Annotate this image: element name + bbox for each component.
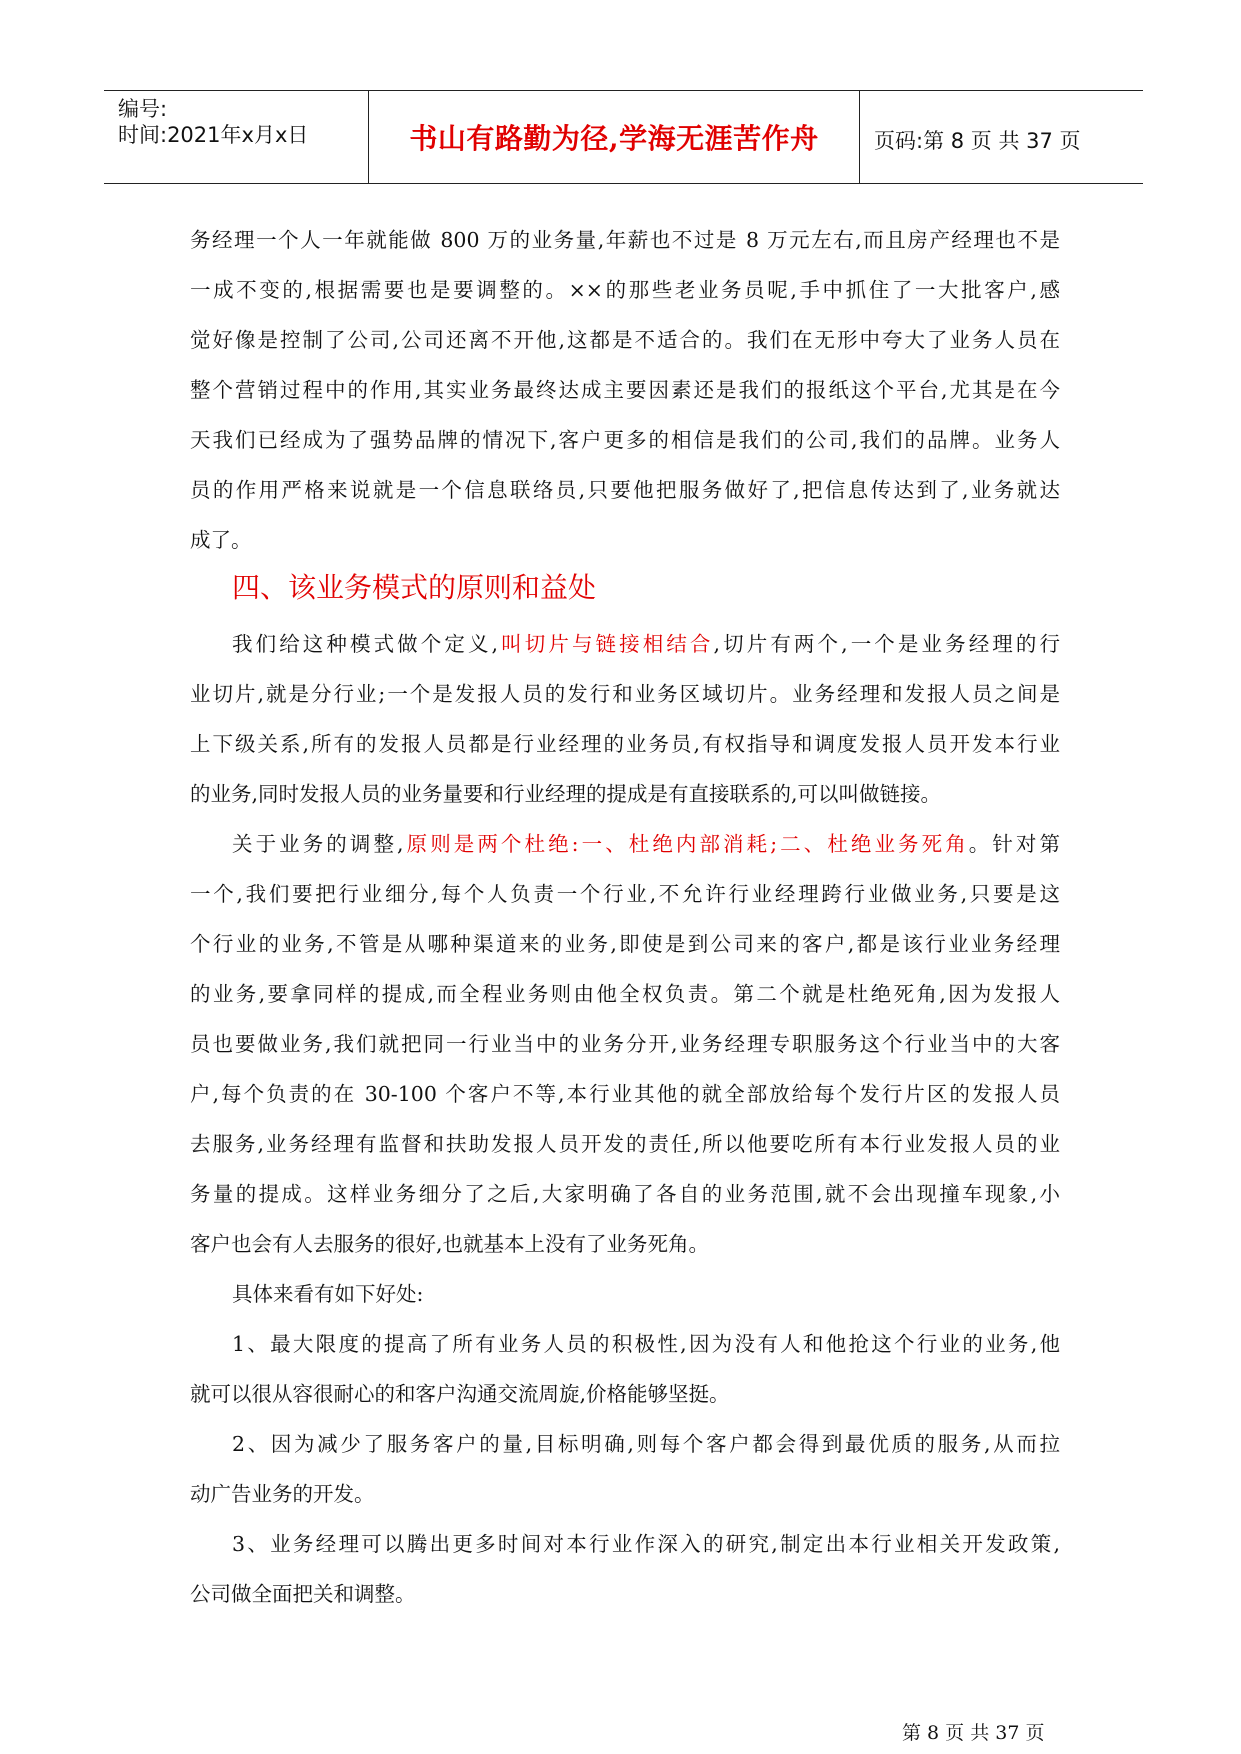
body-line: 户,每个负责的在 30-100 个客户不等,本行业其他的就全部放给每个发行片区的发报人员 — [190, 1082, 1060, 1106]
body-line: 务经理一个人一年就能做 800 万的业务量,年薪也不过是 8 万元左右,而且房产经理也不是 — [190, 228, 1060, 252]
header-left-cell — [104, 91, 368, 183]
paragraph-first-line — [190, 819, 1060, 869]
body-line: 员的作用严格来说就是一个信息联络员,只要他把服务做好了,把信息传达到了,业务就达 — [190, 478, 1060, 502]
body-line: 个行业的业务,不管是从哪种渠道来的业务,即使是到公司来的客户,都是该行业业务经理 — [190, 932, 1060, 956]
benefit-item-1-line: 1、最大限度的提高了所有业务人员的积极性,因为没有人和他抢这个行业的业务,他 — [232, 1332, 1060, 1356]
body-line: 天我们已经成为了强势品牌的情况下,客户更多的相信是我们的公司,我们的品牌。业务人 — [190, 428, 1060, 452]
benefit-item-2-line: 2、因为减少了服务客户的量,目标明确,则每个客户都会得到最优质的服务,从而拉 — [232, 1432, 1060, 1456]
body-line: 客户也会有人去服务的很好,也就基本上没有了业务死角。 — [190, 1232, 710, 1256]
body-line: 一个,我们要把行业细分,每个人负责一个行业,不允许行业经理跨行业做业务,只要是这 — [190, 882, 1060, 906]
body-line: 的业务,要拿同样的提成,而全程业务则由他全权负责。第二个就是杜绝死角,因为发报人 — [190, 982, 1060, 1006]
header-page-info: 页码:第 8 页 共 37 页 — [874, 129, 1081, 153]
body-line: 一成不变的,根据需要也是要调整的。××的那些老业务员呢,手中抓住了一大批客户,感 — [190, 278, 1060, 302]
body-line: 觉好像是控制了公司,公司还离不开他,这都是不适合的。我们在无形中夸大了业务人员在 — [190, 328, 1060, 352]
body-line: 务量的提成。这样业务细分了之后,大家明确了各自的业务范围,就不会出现撞车现象,小 — [190, 1182, 1060, 1206]
document-number-label: 编号: — [118, 97, 168, 121]
text-span: 关于业务的调整, — [232, 832, 404, 856]
paragraph-first-line — [190, 619, 1060, 669]
body-line: 去服务,业务经理有监督和扶助发报人员开发的责任,所以他要吃所有本行业发报人员的业 — [190, 1132, 1060, 1156]
body-line: 的业务,同时发报人员的业务量要和行业经理的提成是有直接联系的,可以叫做链接。 — [190, 782, 942, 806]
highlighted-text: 叫切片与链接相结合 — [498, 632, 714, 656]
body-line: 员也要做业务,我们就把同一行业当中的业务分开,业务经理专职服务这个行业当中的大客 — [190, 1032, 1060, 1056]
text-span: ,切片有两个,一个是业务经理的行 — [713, 632, 1060, 656]
benefit-item-1-line: 就可以很从容很耐心的和客户沟通交流周旋,价格能够坚挺。 — [190, 1382, 730, 1406]
document-time-label: 时间:2021年x月x日 — [118, 123, 309, 147]
header-center-cell — [368, 91, 860, 183]
page-header — [104, 90, 1143, 184]
text-span: 。针对第 — [968, 832, 1060, 856]
header-right-cell — [860, 91, 1143, 183]
text-span: 我们给这种模式做个定义, — [232, 632, 499, 656]
highlighted-text: 原则是两个杜绝:一、杜绝内部消耗;二、杜绝业务死角 — [403, 832, 969, 856]
benefits-intro: 具体来看有如下好处: — [232, 1282, 424, 1306]
body-line: 业切片,就是分行业;一个是发报人员的发行和业务区域切片。业务经理和发报人员之间是 — [190, 682, 1060, 706]
benefit-item-3-line: 3、业务经理可以腾出更多时间对本行业作深入的研究,制定出本行业相关开发政策, — [232, 1532, 1060, 1556]
section-heading: 四、该业务模式的原则和益处 — [232, 571, 597, 604]
document-body — [190, 215, 1060, 1619]
page-footer: 第 8 页 共 37 页 — [902, 1722, 1045, 1744]
header-motto: 书山有路勤为径,学海无涯苦作舟 — [409, 122, 819, 155]
benefit-item-3-line: 公司做全面把关和调整。 — [190, 1582, 416, 1606]
body-line: 成了。 — [190, 528, 252, 552]
body-line: 整个营销过程中的作用,其实业务最终达成主要因素还是我们的报纸这个平台,尤其是在今 — [190, 378, 1060, 402]
body-line: 上下级关系,所有的发报人员都是行业经理的业务员,有权指导和调度发报人员开发本行业 — [190, 732, 1060, 756]
benefit-item-2-line: 动广告业务的开发。 — [190, 1482, 375, 1506]
